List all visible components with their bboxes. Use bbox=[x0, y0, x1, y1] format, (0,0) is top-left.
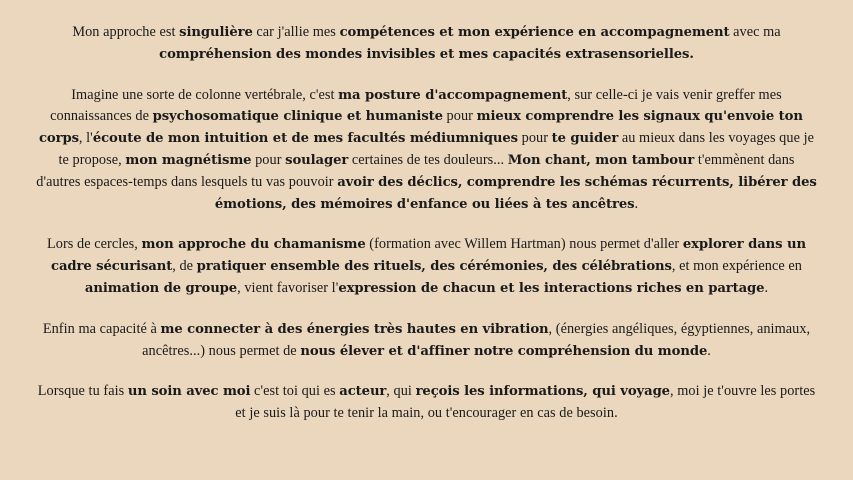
emphasized-text: expression de chacun et les interactions riches en partage bbox=[338, 280, 765, 296]
body-text: c'est toi qui es bbox=[250, 383, 340, 400]
emphasized-text: animation de groupe bbox=[84, 280, 238, 296]
body-text: Imagine une sorte de colonne vertébrale, c'est bbox=[71, 86, 339, 103]
emphasized-text: mieux comprendre les signaux qu'envoie ton corps bbox=[38, 109, 803, 147]
emphasized-text: mon magnétisme bbox=[125, 152, 252, 168]
body-text: t'emmènent dans d'autres espaces-temps dans lesquels tu vas pouvoir bbox=[36, 151, 795, 190]
body-text: , moi je t'ouvre les portes et je suis là pour te tenir la main, ou t'encourager en cas de besoin. bbox=[235, 383, 816, 422]
paragraph-circles bbox=[36, 234, 817, 299]
body-text: pour bbox=[518, 130, 552, 147]
paragraph-posture bbox=[36, 85, 817, 216]
emphasized-text: un soin avec moi bbox=[127, 384, 251, 400]
paragraph-energies bbox=[36, 319, 817, 363]
emphasized-text: ma posture d'accompagnement bbox=[338, 87, 568, 103]
emphasized-text: pratiquer ensemble des rituels, des cérémonies, des célébrations bbox=[196, 259, 672, 275]
body-text: . bbox=[634, 195, 639, 212]
paragraph-care bbox=[36, 381, 817, 424]
body-text: , qui bbox=[386, 383, 416, 400]
body-text: pour bbox=[442, 108, 477, 125]
body-text: car j'allie mes bbox=[252, 24, 340, 40]
emphasized-text: compréhension des mondes invisibles et mes capacités extrasensorielles. bbox=[159, 46, 694, 62]
emphasized-text: nous élever et d'affiner notre compréhension du monde bbox=[300, 343, 708, 359]
emphasized-text: me connecter à des énergies très hautes en vibration bbox=[160, 321, 549, 337]
body-text: Enfin ma capacité à bbox=[42, 320, 161, 337]
emphasized-text: compétences et mon expérience en accompagnement bbox=[339, 25, 730, 40]
body-text: (formation avec Willem Hartman) nous permet d'aller bbox=[365, 236, 683, 253]
body-text: pour bbox=[251, 151, 286, 168]
body-text: certaines de tes douleurs... bbox=[348, 151, 508, 168]
body-text: avec ma bbox=[729, 24, 781, 40]
body-text: , et mon expérience en bbox=[671, 258, 802, 275]
emphasized-text: écoute de mon intuition et de mes facultés médiumniques bbox=[92, 131, 518, 147]
emphasized-text: acteur bbox=[339, 384, 387, 400]
emphasized-text: mon approche du chamanisme bbox=[141, 237, 366, 253]
emphasized-text: te guider bbox=[551, 131, 619, 147]
body-text: , (énergies angéliques, égyptiennes, animaux, ancêtres...) nous permet de bbox=[142, 320, 811, 359]
emphasized-text: Mon chant, mon tambour bbox=[507, 152, 695, 168]
body-text: . bbox=[764, 279, 769, 296]
emphasized-text: reçois les informations, qui voyage bbox=[415, 384, 670, 400]
emphasized-text: soulager bbox=[285, 152, 349, 168]
body-text: , l' bbox=[78, 130, 93, 147]
emphasized-text: explorer dans un cadre sécurisant bbox=[51, 237, 806, 275]
emphasized-text: avoir des déclics, comprendre les schémas récurrents, libérer des émotions, des mémoires d'enfance ou liées à tes ancêtres bbox=[214, 174, 817, 212]
body-text: , sur celle-ci je vais venir greffer mes connaissances de bbox=[50, 86, 782, 125]
paragraph-approach bbox=[36, 22, 817, 66]
body-text: . bbox=[707, 342, 711, 359]
body-text: Lors de cercles, bbox=[47, 236, 142, 253]
emphasized-text: singulière bbox=[179, 25, 253, 40]
body-text: au mieux dans les voyages que je te propose, bbox=[58, 130, 815, 168]
emphasized-text: psychosomatique clinique et humaniste bbox=[152, 109, 443, 125]
body-text: , vient favoriser l' bbox=[237, 279, 339, 296]
body-text: Mon approche est bbox=[72, 24, 180, 40]
body-text: , de bbox=[172, 258, 197, 275]
body-text: Lorsque tu fais bbox=[37, 383, 128, 400]
